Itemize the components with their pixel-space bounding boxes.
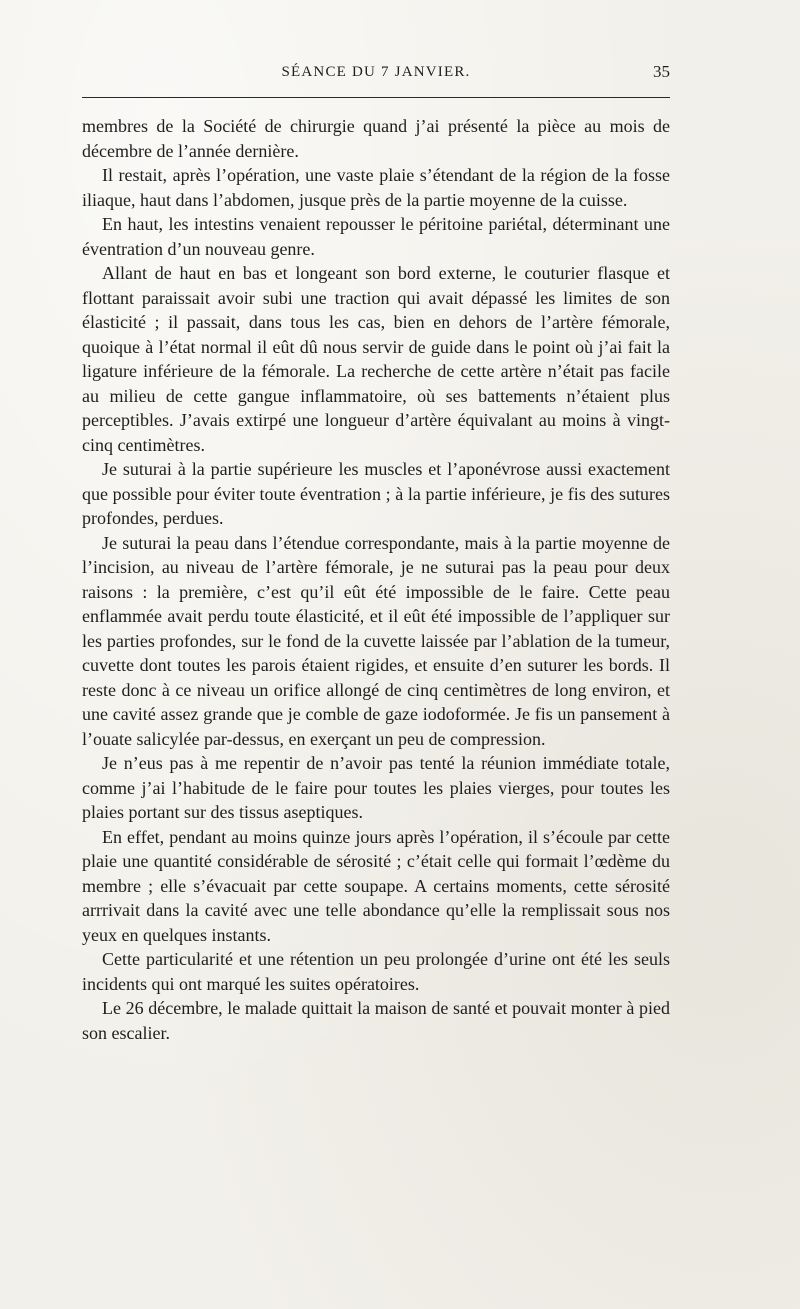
page-number: 35 bbox=[653, 62, 670, 81]
paragraph: Il restait, après l’opération, une vaste plaie s’étendant de la région de la fosse iliaque, haut dans l’abdomen, jusque près de la partie moyenne de la cuisse. bbox=[82, 165, 670, 210]
header-rule bbox=[82, 97, 670, 98]
paragraph: Je suturai la peau dans l’étendue correspondante, mais à la partie moyenne de l’incision, au niveau de l’artère fémorale, je ne suturai pas la peau pour deux raisons : la première, c’est qu’il eût été impossible de le faire. Cette peau enflammée avait perdu toute élasticité, et il eût été impossible de l’appliquer sur les parties profondes, sur le fond de la cuvette laissée par l’ablation de la tumeur, cuvette dont toutes les parois étaient rigides, et ensuite d’en suturer les bords. Il reste donc à ce niveau un orifice allongé de cinq centimètres de long environ, et une cavité assez grande que je comble de gaze iodoformée. Je fis un pansement à l’ouate salicylée par-dessus, en exerçant un peu de compression. bbox=[82, 532, 670, 749]
paragraph: Je n’eus pas à me repentir de n’avoir pas tenté la réunion immédiate totale, comme j’ai l’habitude de le faire pour toutes les plaies vierges, pour toutes les plaies portant sur des tissus aseptiques. bbox=[82, 753, 670, 822]
paragraph-continued: membres de la Société de chirurgie quand j’ai présenté la pièce au mois de décembre de l’année dernière. bbox=[82, 116, 670, 161]
paragraph: En haut, les intestins venaient repousser le péritoine pariétal, déterminant une éventration d’un nouveau genre. bbox=[82, 214, 670, 259]
paragraph: Le 26 décembre, le malade quittait la maison de santé et pouvait monter à pied son escalier. bbox=[82, 998, 670, 1043]
body-text bbox=[82, 114, 670, 1045]
paragraph: Cette particularité et une rétention un peu prolongée d’urine ont été les seuls incidents qui ont marqué les suites opératoires. bbox=[82, 949, 670, 994]
running-title: SÉANCE DU 7 JANVIER. bbox=[281, 64, 471, 80]
paragraph: Je suturai à la partie supérieure les muscles et l’aponévrose aussi exactement que possible pour éviter toute éventration ; à la partie inférieure, je fis des sutures profondes, perdues. bbox=[82, 459, 670, 528]
paragraph: En effet, pendant au moins quinze jours après l’opération, il s’écoule par cette plaie une quantité considérable de sérosité ; c’était celle qui formait l’œdème du membre ; elle s’évacuait par cette soupape. A certains moments, cette sérosité arrrivait dans la cavité avec une telle abondance qu’elle la remplissait sous nos yeux en quelques instants. bbox=[82, 826, 670, 945]
paragraph: Allant de haut en bas et longeant son bord externe, le couturier flasque et flottant paraissait avoir subi une traction qui avait dépassé les limites de son élasticité ; il passait, dans tous les cas, bien en dehors de l’artère fémorale, quoique à l’état normal il eût dû nous servir de guide dans le point où j’ai fait la ligature inférieure de la fémorale. La recherche de cette artère n’était pas facile au milieu de cette gangue inflammatoire, où ses battements n’étaient plus perceptibles. J’avais extirpé une longueur d’artère équivalant au moins à vingt-cinq centimètres. bbox=[82, 263, 670, 455]
running-header bbox=[82, 62, 670, 86]
